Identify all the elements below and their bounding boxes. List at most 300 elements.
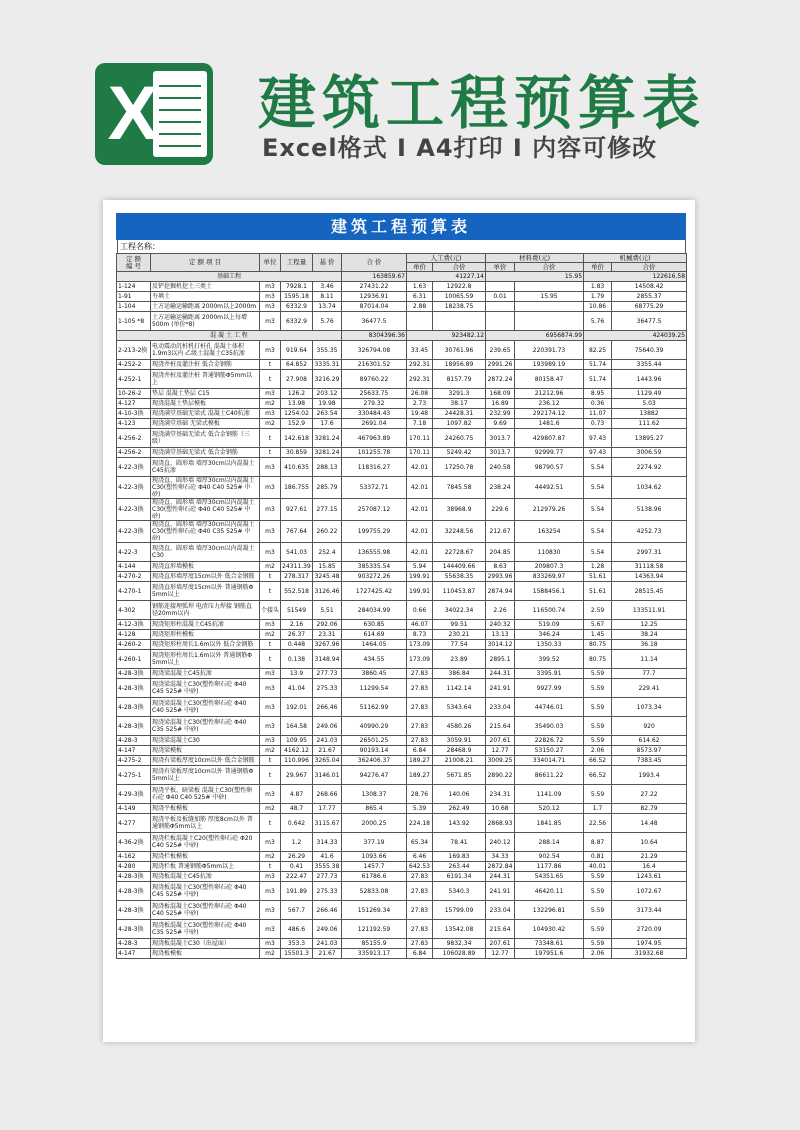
table-row <box>117 814 687 833</box>
cell-labor-sum: 5671.85 <box>433 766 486 785</box>
cell-code: 1-124 <box>117 282 151 292</box>
cell-material-unit: 238.24 <box>486 477 515 499</box>
cell-base-price: 263.54 <box>313 409 342 419</box>
cell-labor-unit: 27.83 <box>407 920 433 939</box>
cell-labor-unit: 42.01 <box>407 477 433 499</box>
cell-labor-sum: 3291.3 <box>433 389 486 399</box>
cell-labor-unit: 42.01 <box>407 521 433 543</box>
cell-labor-unit <box>407 312 433 331</box>
cell-code: 4-128 <box>117 630 151 640</box>
cell-labor-unit: 27.83 <box>407 901 433 920</box>
cell-quantity: 110.996 <box>281 756 313 766</box>
cell-unit: m3 <box>260 785 281 804</box>
header-material: 材料费(元) <box>486 254 584 263</box>
cell-material-unit: 232.99 <box>486 409 515 419</box>
section-row <box>117 331 687 341</box>
cell-quantity: 142.618 <box>281 429 313 448</box>
cell-quantity: 1254.02 <box>281 409 313 419</box>
budget-table <box>116 253 687 959</box>
cell-material-sum: 334014.71 <box>515 756 584 766</box>
table-row <box>117 852 687 862</box>
cell-total: 2000.25 <box>342 814 407 833</box>
table-row <box>117 448 687 458</box>
cell-code: 4-149 <box>117 804 151 814</box>
cell-total: 136555.98 <box>342 543 407 562</box>
cell-base-price: 8.11 <box>313 292 342 302</box>
cell-unit: m2 <box>260 804 281 814</box>
cell-labor-sum: 262.49 <box>433 804 486 814</box>
cell-machine-unit: 51.61 <box>584 582 612 601</box>
cell-unit: m3 <box>260 292 281 302</box>
cell-labor-unit: 65.34 <box>407 833 433 852</box>
section-total: 163859.67 <box>342 272 407 282</box>
cell-machine-sum: 31932.68 <box>612 949 687 959</box>
cell-code: 4-28-3换 <box>117 698 151 717</box>
cell-labor-unit: 5.94 <box>407 562 433 572</box>
cell-material-sum: 44492.51 <box>515 477 584 499</box>
table-row <box>117 920 687 939</box>
cell-material-unit: 215.64 <box>486 717 515 736</box>
cell-material-sum: 54351.65 <box>515 872 584 882</box>
cell-quantity: 1595.18 <box>281 292 313 302</box>
cell-labor-sum: 12922.8 <box>433 282 486 292</box>
cell-total: 903272.26 <box>342 572 407 582</box>
cell-quantity: 927.61 <box>281 499 313 521</box>
cell-material-sum: 110830 <box>515 543 584 562</box>
header-quantity: 工程量 <box>281 254 313 272</box>
cell-base-price: 17.6 <box>313 419 342 429</box>
cell-base-price: 19.98 <box>313 399 342 409</box>
cell-machine-sum: 2274.92 <box>612 458 687 477</box>
cell-quantity: 410.635 <box>281 458 313 477</box>
cell-code: 4-260-2 <box>117 640 151 650</box>
cell-quantity: 278.317 <box>281 572 313 582</box>
cell-base-price: 13.74 <box>313 302 342 312</box>
cell-machine-sum: 1993.4 <box>612 766 687 785</box>
header-sum-price: 合价 <box>612 263 687 272</box>
cell-unit: m2 <box>260 746 281 756</box>
cell-material-sum: 15.95 <box>515 292 584 302</box>
cell-total: 199755.29 <box>342 521 407 543</box>
cell-unit: t <box>260 650 281 669</box>
cell-labor-unit: 173.09 <box>407 640 433 650</box>
cell-material-sum: 1350.33 <box>515 640 584 650</box>
cell-material-unit: 204.85 <box>486 543 515 562</box>
cell-quantity: 13.9 <box>281 669 313 679</box>
cell-material-sum: 92999.77 <box>515 448 584 458</box>
cell-labor-unit: 0.66 <box>407 601 433 620</box>
cell-material-unit: 241.91 <box>486 882 515 901</box>
header-code: 定 额 编 号 <box>117 254 151 272</box>
cell-code: 4-144 <box>117 562 151 572</box>
cell-code: 4-275-2 <box>117 756 151 766</box>
cell-machine-sum: 5.03 <box>612 399 687 409</box>
cell-quantity: 0.448 <box>281 640 313 650</box>
cell-machine-unit: 5.59 <box>584 920 612 939</box>
cell-total: 434.55 <box>342 650 407 669</box>
table-row <box>117 698 687 717</box>
cell-material-unit: 229.6 <box>486 499 515 521</box>
cell-unit: t <box>260 448 281 458</box>
cell-material-unit: 34.33 <box>486 852 515 862</box>
cell-machine-sum: 27.22 <box>612 785 687 804</box>
cell-material-unit: 2890.22 <box>486 766 515 785</box>
table-row <box>117 370 687 389</box>
cell-material-sum: 288.14 <box>515 833 584 852</box>
cell-quantity: 192.01 <box>281 698 313 717</box>
cell-total: 94276.47 <box>342 766 407 785</box>
cell-total: 216301.52 <box>342 360 407 370</box>
header-labor: 人工费(元) <box>407 254 486 263</box>
cell-machine-unit: 5.54 <box>584 521 612 543</box>
cell-base-price: 249.06 <box>313 920 342 939</box>
cell-labor-unit: 26.08 <box>407 389 433 399</box>
cell-quantity: 152.9 <box>281 419 313 429</box>
cell-total: 1457.7 <box>342 862 407 872</box>
cell-labor-sum: 144409.66 <box>433 562 486 572</box>
cell-code: 4-22-3换 <box>117 477 151 499</box>
cell-quantity: 4162.12 <box>281 746 313 756</box>
cell-material-unit <box>486 282 515 292</box>
cell-unit: t <box>260 572 281 582</box>
cell-machine-sum: 133511.91 <box>612 601 687 620</box>
cell-base-price: 288.13 <box>313 458 342 477</box>
cell-material-sum: 197951.6 <box>515 949 584 959</box>
cell-name: 现浇矩形柱周长1.6m以外 低合金钢筋 <box>151 640 260 650</box>
cell-machine-unit: 5.59 <box>584 736 612 746</box>
table-row <box>117 292 687 302</box>
cell-labor-unit: 33.45 <box>407 341 433 360</box>
cell-unit: 个接头 <box>260 601 281 620</box>
cell-unit: t <box>260 766 281 785</box>
cell-labor-unit: 642.53 <box>407 862 433 872</box>
header-sum-price: 合价 <box>433 263 486 272</box>
cell-base-price: 3146.01 <box>313 766 342 785</box>
cell-machine-unit: 97.43 <box>584 429 612 448</box>
cell-material-sum: 73348.61 <box>515 939 584 949</box>
cell-material-unit: 244.31 <box>486 872 515 882</box>
cell-material-sum: 21212.96 <box>515 389 584 399</box>
cell-unit: t <box>260 640 281 650</box>
cell-code: 4-22-3 <box>117 543 151 562</box>
cell-material-sum: 1841.85 <box>515 814 584 833</box>
cell-total: 118316.27 <box>342 458 407 477</box>
cell-machine-sum: 229.41 <box>612 679 687 698</box>
cell-code: 4-29-3换 <box>117 785 151 804</box>
cell-machine-sum: 10.64 <box>612 833 687 852</box>
cell-base-price: 3267.96 <box>313 640 342 650</box>
cell-quantity: 6332.9 <box>281 302 313 312</box>
cell-labor-unit: 199.91 <box>407 582 433 601</box>
cell-total: 284034.99 <box>342 601 407 620</box>
cell-code: 4-252-2 <box>117 360 151 370</box>
table-row <box>117 312 687 331</box>
cell-machine-sum: 1034.62 <box>612 477 687 499</box>
cell-quantity: 486.6 <box>281 920 313 939</box>
cell-material-sum: 80158.47 <box>515 370 584 389</box>
header-unit-price: 单价 <box>486 263 515 272</box>
cell-machine-sum: 31118.58 <box>612 562 687 572</box>
cell-total: 865.4 <box>342 804 407 814</box>
cell-machine-sum: 5138.96 <box>612 499 687 521</box>
cell-base-price: 41.6 <box>313 852 342 862</box>
cell-machine-sum: 75640.39 <box>612 341 687 360</box>
cell-total: 279.32 <box>342 399 407 409</box>
cell-code: 4-275-1 <box>117 766 151 785</box>
cell-name: 电动震动沉桩机打桩孔 混凝土体积 1.9m3以内 乙级土混凝土C35抗渗 <box>151 341 260 360</box>
cell-machine-sum: 1243.61 <box>612 872 687 882</box>
table-row <box>117 736 687 746</box>
cell-base-price: 3126.46 <box>313 582 342 601</box>
cell-code: 4-36-2换 <box>117 833 151 852</box>
table-row <box>117 746 687 756</box>
cell-material-unit: 3013.7 <box>486 448 515 458</box>
header-unit: 单位 <box>260 254 281 272</box>
cell-name: 现浇满堂基础无梁式 低合金钢筋 <box>151 448 260 458</box>
cell-machine-unit: 0.81 <box>584 852 612 862</box>
cell-total: 630.85 <box>342 620 407 630</box>
table-row <box>117 360 687 370</box>
cell-labor-sum: 18238.75 <box>433 302 486 312</box>
cell-base-price: 292.06 <box>313 620 342 630</box>
cell-name: 现浇直、圆形墙 墙厚30cm以内混凝土 C30(塑性卵石砼 Φ40 C40 525# 中砂) <box>151 477 260 499</box>
cell-machine-unit: 2.59 <box>584 601 612 620</box>
cell-total: 25633.75 <box>342 389 407 399</box>
section-labor-sum: 923482.12 <box>407 331 486 341</box>
cell-material-unit: 12.77 <box>486 949 515 959</box>
cell-machine-unit: 5.59 <box>584 669 612 679</box>
cell-labor-unit: 6.31 <box>407 292 433 302</box>
cell-unit: t <box>260 756 281 766</box>
cell-base-price: 275.33 <box>313 679 342 698</box>
excel-logo-icon <box>95 55 213 173</box>
cell-total: 3860.45 <box>342 669 407 679</box>
cell-code: 4-10-3换 <box>117 409 151 419</box>
cell-unit: m3 <box>260 521 281 543</box>
cell-unit: m3 <box>260 341 281 360</box>
cell-labor-sum: 7845.58 <box>433 477 486 499</box>
cell-unit: m3 <box>260 499 281 521</box>
cell-labor-unit: 5.39 <box>407 804 433 814</box>
table-row <box>117 620 687 630</box>
cell-material-unit: 240.12 <box>486 833 515 852</box>
cell-total: 257087.12 <box>342 499 407 521</box>
cell-code: 4-28-3 <box>117 939 151 949</box>
cell-base-price: 3265.04 <box>313 756 342 766</box>
cell-name: 现浇满堂基础 无梁式模板 <box>151 419 260 429</box>
cell-labor-unit: 7.18 <box>407 419 433 429</box>
cell-base-price: 249.06 <box>313 717 342 736</box>
table-row <box>117 429 687 448</box>
cell-quantity: 353.3 <box>281 939 313 949</box>
cell-machine-sum: 13882 <box>612 409 687 419</box>
cell-code: 4-270-2 <box>117 572 151 582</box>
cell-labor-sum: 38968.9 <box>433 499 486 521</box>
cell-labor-unit: 189.27 <box>407 766 433 785</box>
header-unit-price: 单价 <box>584 263 612 272</box>
banner-subtitle: Excel格式 I A4打印 I 内容可修改 <box>262 134 658 162</box>
cell-material-sum: 209807.3 <box>515 562 584 572</box>
cell-labor-sum: 99.51 <box>433 620 486 630</box>
table-row <box>117 872 687 882</box>
cell-material-sum: 519.09 <box>515 620 584 630</box>
cell-code: 4-123 <box>117 419 151 429</box>
cell-machine-unit: 11.07 <box>584 409 612 419</box>
cell-name: 现浇直、圆形墙 墙厚30cm以内混凝土 C30(塑性卵石砼 Φ40 C35 525# 中砂) <box>151 521 260 543</box>
cell-unit: m2 <box>260 630 281 640</box>
cell-total: 87014.04 <box>342 302 407 312</box>
cell-machine-sum: 12.25 <box>612 620 687 630</box>
table-row <box>117 399 687 409</box>
cell-unit: m3 <box>260 901 281 920</box>
cell-machine-unit: 5.59 <box>584 785 612 804</box>
sheet-title: 建筑工程预算表 <box>116 213 686 240</box>
cell-machine-sum: 3173.44 <box>612 901 687 920</box>
cell-labor-unit: 292.31 <box>407 370 433 389</box>
cell-quantity: 0.138 <box>281 650 313 669</box>
cell-name: 现浇栏板 普通钢筋Φ5mm以上 <box>151 862 260 872</box>
cell-base-price: 5.51 <box>313 601 342 620</box>
cell-base-price: 21.67 <box>313 949 342 959</box>
cell-code: 4-162 <box>117 852 151 862</box>
cell-quantity: 4.87 <box>281 785 313 804</box>
cell-base-price: 241.03 <box>313 939 342 949</box>
cell-code: 4-277 <box>117 814 151 833</box>
cell-unit: t <box>260 429 281 448</box>
cell-material-sum: 1588456.1 <box>515 582 584 601</box>
cell-code: 4-302 <box>117 601 151 620</box>
table-row <box>117 717 687 736</box>
table-row <box>117 389 687 399</box>
cell-total: 1464.05 <box>342 640 407 650</box>
cell-name: 现浇梁混凝土C30(塑性卵石砼 Φ40 C35 525# 中砂) <box>151 717 260 736</box>
cell-unit: m2 <box>260 852 281 862</box>
cell-labor-unit: 27.83 <box>407 882 433 901</box>
cell-base-price: 3148.94 <box>313 650 342 669</box>
cell-material-sum: 212979.26 <box>515 499 584 521</box>
cell-quantity: 767.64 <box>281 521 313 543</box>
cell-machine-unit: 5.54 <box>584 458 612 477</box>
cell-machine-sum: 1072.67 <box>612 882 687 901</box>
cell-code: 4-28-3换 <box>117 872 151 882</box>
cell-machine-sum: 82.79 <box>612 804 687 814</box>
cell-code: 1-104 <box>117 302 151 312</box>
table-row <box>117 669 687 679</box>
cell-quantity: 7928.1 <box>281 282 313 292</box>
cell-total: 1093.66 <box>342 852 407 862</box>
cell-name: 反铲挖掘机挖土三类土 <box>151 282 260 292</box>
cell-unit: m2 <box>260 419 281 429</box>
cell-name: 现浇板混凝土C30（出屋面） <box>151 939 260 949</box>
cell-machine-sum: 2720.09 <box>612 920 687 939</box>
table-row <box>117 477 687 499</box>
cell-machine-unit: 1.79 <box>584 292 612 302</box>
cell-material-sum <box>515 282 584 292</box>
cell-base-price: 21.67 <box>313 746 342 756</box>
cell-base-price: 203.12 <box>313 389 342 399</box>
cell-base-price: 3281.24 <box>313 448 342 458</box>
cell-machine-unit: 40.01 <box>584 862 612 872</box>
cell-machine-sum: 1443.96 <box>612 370 687 389</box>
cell-name: 夯填土 <box>151 292 260 302</box>
section-name: 混 凝 土 工 程 <box>117 331 342 341</box>
cell-machine-sum: 4252.73 <box>612 521 687 543</box>
cell-labor-sum: 5249.42 <box>433 448 486 458</box>
section-row <box>117 272 687 282</box>
cell-material-sum: 104930.42 <box>515 920 584 939</box>
cell-labor-unit: 42.01 <box>407 543 433 562</box>
cell-material-unit: 234.31 <box>486 785 515 804</box>
cell-material-sum: 399.52 <box>515 650 584 669</box>
cell-total: 61786.6 <box>342 872 407 882</box>
cell-labor-sum: 24428.31 <box>433 409 486 419</box>
cell-labor-unit: 42.01 <box>407 499 433 521</box>
cell-labor-sum: 24260.75 <box>433 429 486 448</box>
cell-machine-unit: 5.54 <box>584 477 612 499</box>
table-row <box>117 650 687 669</box>
cell-name: 现浇梁模板 <box>151 746 260 756</box>
cell-machine-sum: 1129.49 <box>612 389 687 399</box>
cell-labor-unit: 224.18 <box>407 814 433 833</box>
header-base-price: 基 价 <box>313 254 342 272</box>
cell-material-sum: 86611.22 <box>515 766 584 785</box>
cell-machine-unit: 5.59 <box>584 717 612 736</box>
cell-base-price: 5.76 <box>313 312 342 331</box>
table-body <box>117 272 687 959</box>
cell-material-unit: 2872.84 <box>486 862 515 872</box>
cell-unit: m3 <box>260 302 281 312</box>
cell-total: 326794.08 <box>342 341 407 360</box>
section-total: 8304396.36 <box>342 331 407 341</box>
cell-unit: m3 <box>260 679 281 698</box>
cell-machine-sum: 2997.31 <box>612 543 687 562</box>
cell-machine-sum: 2855.37 <box>612 292 687 302</box>
cell-labor-unit: 42.01 <box>407 458 433 477</box>
cell-total: 89760.22 <box>342 370 407 389</box>
cell-labor-unit: 199.91 <box>407 572 433 582</box>
cell-machine-sum: 3355.44 <box>612 360 687 370</box>
cell-machine-unit: 22.56 <box>584 814 612 833</box>
cell-quantity: 15501.3 <box>281 949 313 959</box>
cell-labor-unit: 6.84 <box>407 949 433 959</box>
cell-code: 4-28-3换 <box>117 920 151 939</box>
cell-name: 现浇板混凝土C45抗渗 <box>151 872 260 882</box>
cell-base-price: 275.33 <box>313 882 342 901</box>
cell-machine-unit: 82.25 <box>584 341 612 360</box>
cell-material-unit: 13.13 <box>486 630 515 640</box>
cell-machine-unit: 5.67 <box>584 620 612 630</box>
cell-machine-sum: 13895.27 <box>612 429 687 448</box>
cell-labor-unit: 27.83 <box>407 939 433 949</box>
cell-labor-sum <box>433 312 486 331</box>
cell-total: 1308.37 <box>342 785 407 804</box>
cell-labor-unit: 6.46 <box>407 852 433 862</box>
cell-quantity: 191.89 <box>281 882 313 901</box>
cell-name: 现浇直、圆形墙 墙厚30cm以内混凝土 C45抗渗 <box>151 458 260 477</box>
cell-material-unit: 10.68 <box>486 804 515 814</box>
cell-labor-sum: 3059.91 <box>433 736 486 746</box>
cell-labor-unit: 170.11 <box>407 448 433 458</box>
cell-name: 现浇直形墙厚度15cm以外 普通钢筋Φ 5mm以上 <box>151 582 260 601</box>
cell-base-price: 252.4 <box>313 543 342 562</box>
cell-material-unit: 2993.96 <box>486 572 515 582</box>
cell-labor-sum: 13542.08 <box>433 920 486 939</box>
cell-unit: m3 <box>260 939 281 949</box>
cell-machine-unit: 5.59 <box>584 901 612 920</box>
cell-base-price: 3245.48 <box>313 572 342 582</box>
cell-material-unit: 0.01 <box>486 292 515 302</box>
cell-machine-sum: 8573.97 <box>612 746 687 756</box>
